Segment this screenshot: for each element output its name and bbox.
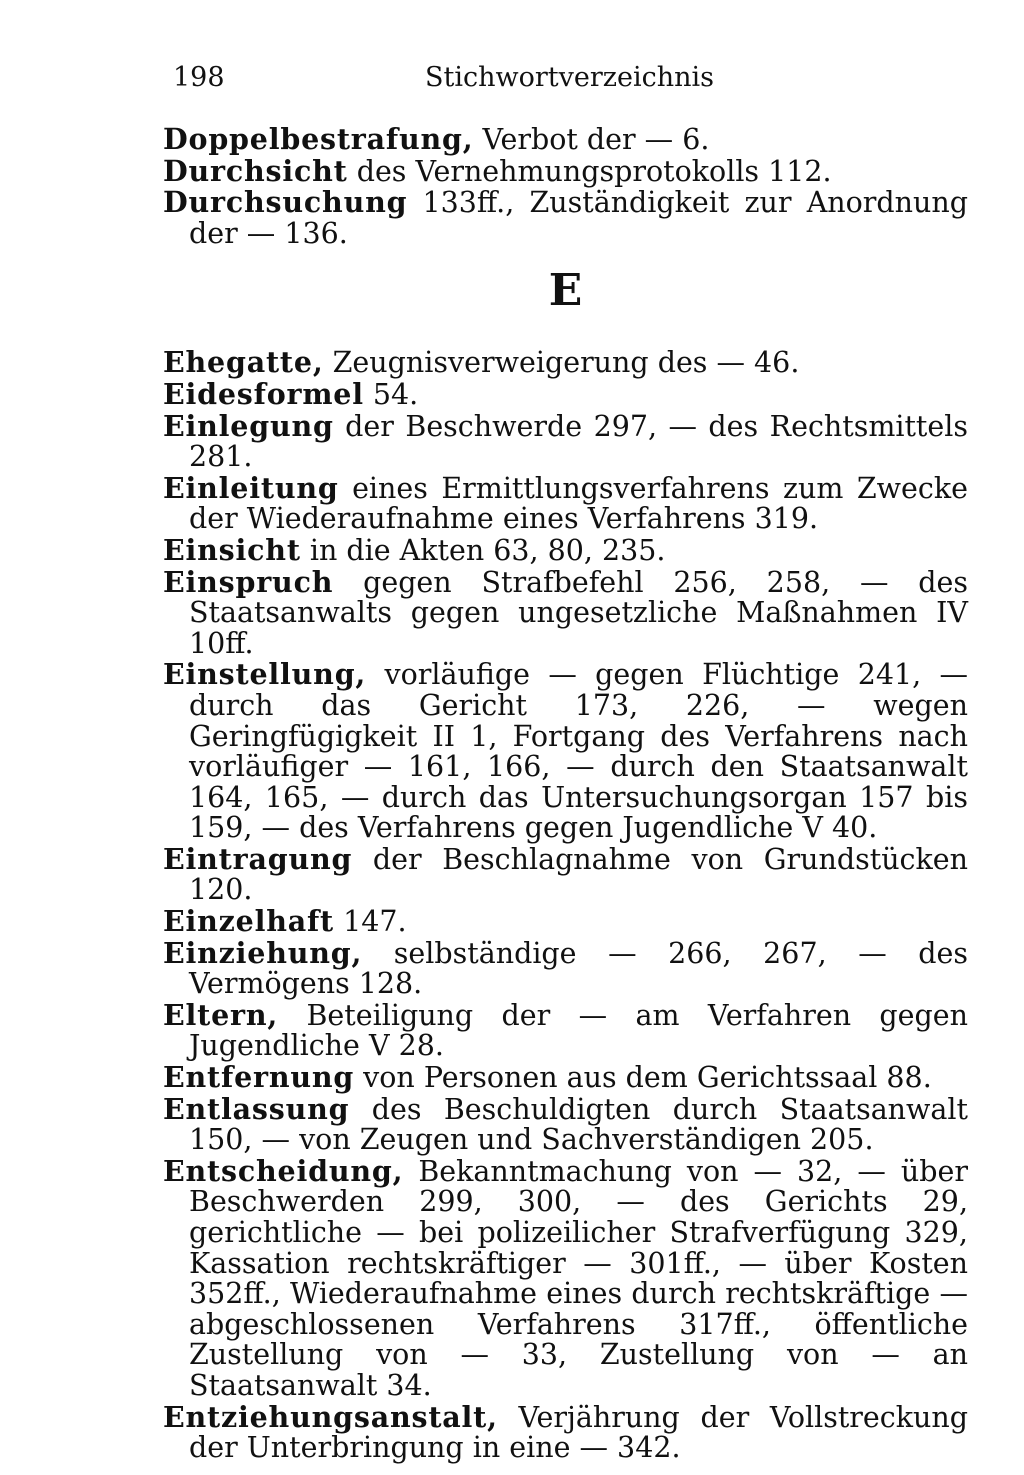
index-entry-text: Beteiligung der — am Verfahren gegen Jugendliche V 28.	[189, 998, 968, 1063]
index-keyword: Einstellung,	[163, 657, 367, 692]
index-entry	[163, 1062, 968, 1094]
index-entry	[163, 347, 968, 379]
index-keyword: Einleitung	[163, 470, 339, 505]
index-entry	[163, 935, 968, 1001]
index-entry-text: in die Akten 63, 80, 235.	[300, 533, 666, 567]
index-entry	[163, 470, 968, 536]
index-entry-text: Verjährung der Vollstreckung der Unterbringung in eine — 342.	[189, 1400, 968, 1465]
index-keyword: Einlegung	[163, 408, 334, 443]
index-entry	[163, 532, 968, 567]
index-entry-text: gegen Strafbefehl 256, 258, — des Staatsanwalts gegen ungesetzliche Maßnahmen IV 10ff.	[189, 565, 968, 660]
index-entry-text: vorläufige — gegen Flüchtige 241, — durch das Gericht 173, 226, — wegen Geringfügigkeit II 1, Fortgang des Verfahrens nach vorläufiger — 161, 166, — durch den Staatsanwalt 164, 165, — durch das Untersuchungsorgan 157 bis 159, — des Verfahrens gegen Jugendliche V 40.	[189, 658, 968, 845]
section-letter: E	[548, 265, 583, 317]
index-keyword: Durchsicht	[163, 153, 348, 188]
index-entry-text: 147.	[334, 905, 407, 939]
index-entry-text: von Personen aus dem Gerichtssaal 88.	[354, 1061, 932, 1095]
index-keyword: Entziehungsanstalt,	[163, 1399, 498, 1434]
index-entry-text: 133ff., Zuständigkeit zur Anordnung der — 136.	[189, 186, 968, 250]
index-entry-text: des Vernehmungsprotokolls 112.	[347, 154, 832, 188]
index-entry	[163, 1091, 968, 1157]
running-title: Stichwortverzeichnis	[425, 62, 714, 93]
index-entry	[163, 659, 968, 844]
index-keyword: Eltern,	[163, 997, 279, 1032]
index-entry-text: der Beschwerde 297, — des Rechtsmittels 281.	[189, 409, 968, 474]
index-entry-text: Bekanntmachung von — 32, — über Beschwerden 299, 300, — des Gerichts 29, gerichtliche — bei polizeilicher Strafverfügung 329, Kassation rechtskräftiger — 301ff., — über Kosten 352ff., Wiederaufnahme eines durch rechtskräftige — abgeschlossenen Verfahrens 317ff., öffentliche Zustellung von — 33, Zustellung von — an Staatsanwalt 34.	[189, 1154, 968, 1402]
index-entry	[163, 997, 968, 1063]
page-number: 198	[173, 62, 225, 93]
index-keyword: Entfernung	[163, 1060, 355, 1095]
index-keyword: Ehegatte,	[163, 345, 324, 380]
index-entry	[163, 564, 968, 660]
index-entry	[163, 187, 968, 249]
index-entry	[163, 906, 968, 938]
index-page	[163, 58, 968, 1464]
index-entry-text: selbständige — 266, 267, — des Vermögens 128.	[189, 936, 968, 1001]
index-entry-text: eines Ermittlungsverfahrens zum Zwecke der Wiederaufnahme eines Verfahrens 319.	[189, 471, 968, 536]
index-entries	[163, 124, 968, 1464]
index-keyword: Einspruch	[163, 564, 334, 599]
index-entry	[163, 841, 968, 907]
page-header	[163, 58, 968, 98]
index-entry	[163, 376, 968, 411]
index-entry	[163, 1399, 968, 1465]
index-keyword: Eidesformel	[163, 376, 364, 411]
index-keyword: Entlassung	[163, 1091, 350, 1126]
index-entry	[163, 153, 968, 188]
index-entry-text: Zeugnisverweigerung des — 46.	[323, 346, 800, 380]
index-entry	[163, 124, 968, 156]
index-keyword: Einsicht	[163, 532, 301, 567]
index-keyword: Eintragung	[163, 841, 353, 876]
index-keyword: Einziehung,	[163, 935, 363, 970]
index-entry-text: Verbot der — 6.	[473, 123, 710, 156]
index-entry-text: des Beschuldigten durch Staatsanwalt 150, — von Zeugen und Sachverständigen 205.	[189, 1092, 968, 1157]
index-entry-text: 54.	[363, 377, 419, 411]
index-keyword: Doppelbestrafung,	[163, 122, 474, 156]
index-keyword: Einzelhaft	[163, 904, 335, 939]
index-keyword: Durchsuchung	[163, 185, 408, 220]
index-entry	[163, 1153, 968, 1402]
index-entry-text: der Beschlagnahme von Grundstücken 120.	[189, 842, 968, 907]
index-keyword: Entscheidung,	[163, 1153, 404, 1188]
index-entry	[163, 408, 968, 474]
